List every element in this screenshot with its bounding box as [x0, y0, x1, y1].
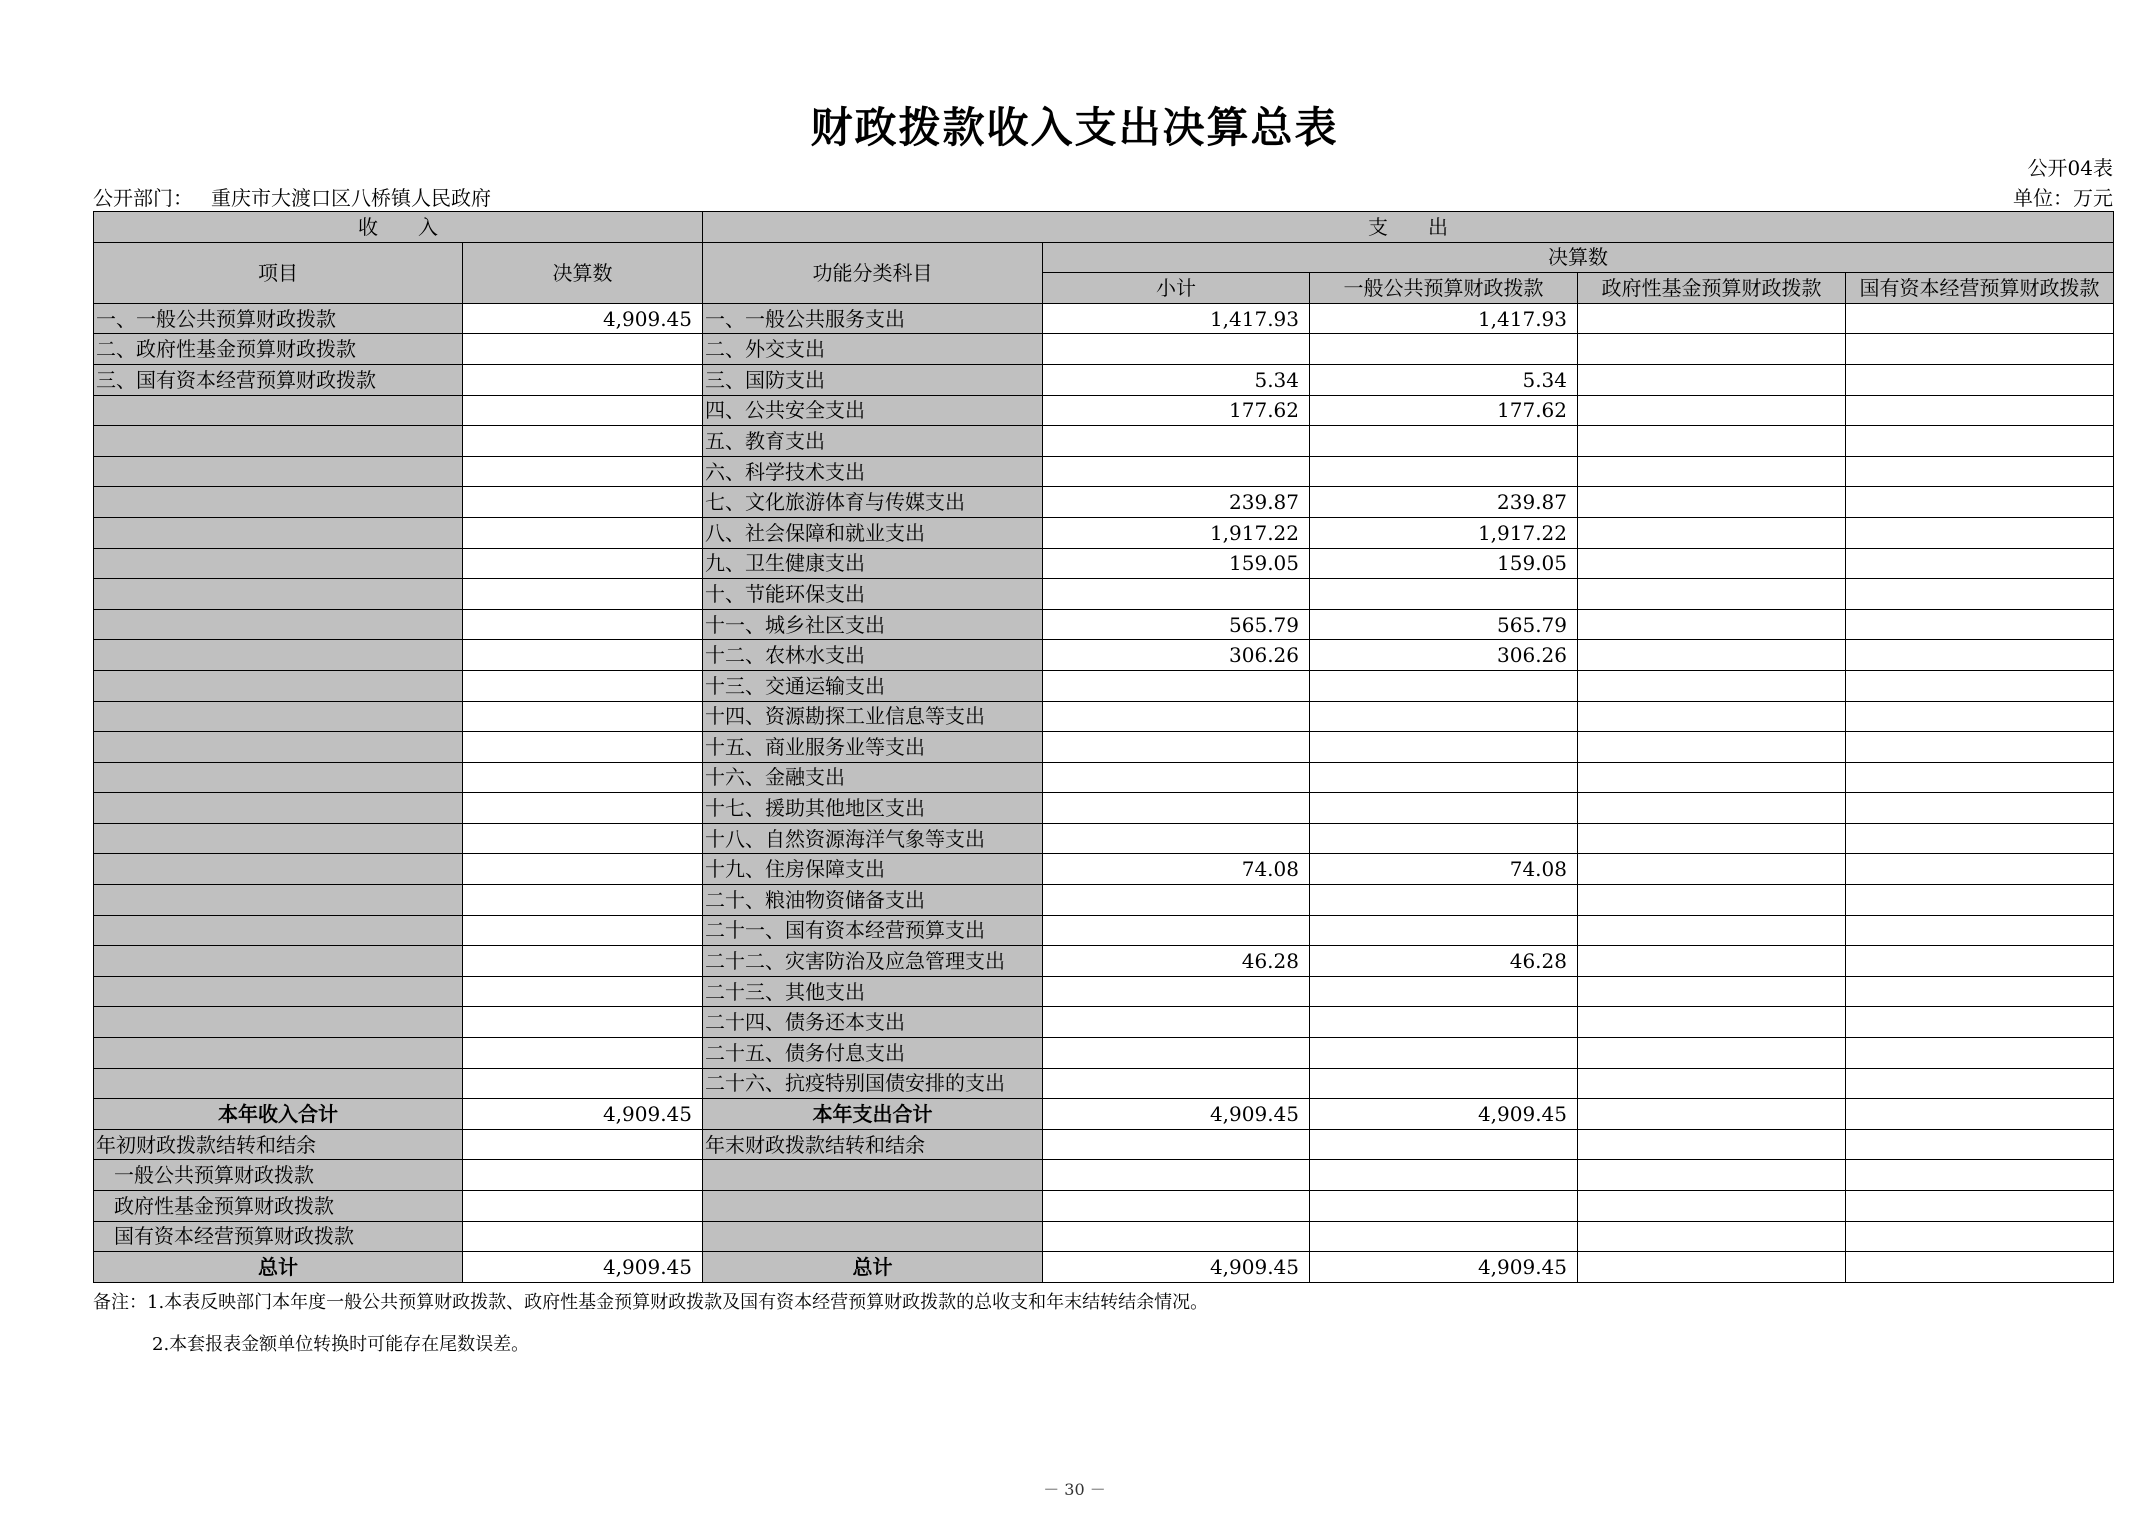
income-item	[94, 793, 463, 824]
department-line	[93, 182, 491, 211]
expense-item: 十七、援助其他地区支出	[703, 793, 1043, 824]
grand-total-row	[94, 1252, 2114, 1283]
gov-fund-amount	[1578, 609, 1846, 640]
state-capital-amount	[1846, 732, 2114, 763]
table-row	[94, 426, 2114, 457]
table-header	[94, 212, 2114, 304]
subtotal-amount: 239.87	[1043, 487, 1310, 518]
subtotal-amount: 5.34	[1043, 364, 1310, 395]
gov-fund-amount	[1578, 885, 1846, 916]
general-budget-amount	[1310, 456, 1578, 487]
expense-item: 二十一、国有资本经营预算支出	[703, 915, 1043, 946]
subtotal-amount	[1043, 793, 1310, 824]
page-title: 财政拨款收入支出决算总表	[810, 103, 1339, 152]
expense-item: 二十二、灾害防治及应急管理支出	[703, 946, 1043, 977]
table-cell	[463, 1221, 703, 1252]
gov-fund-amount	[1578, 640, 1846, 671]
state-capital-amount	[1846, 946, 2114, 977]
expense-item: 二、外交支出	[703, 334, 1043, 365]
table-row	[94, 487, 2114, 518]
gov-fund-amount	[1578, 364, 1846, 395]
general-budget-amount	[1310, 915, 1578, 946]
subtotal-amount	[1043, 823, 1310, 854]
income-item	[94, 1038, 463, 1069]
general-budget-amount: 177.62	[1310, 395, 1578, 426]
year-total-row	[94, 1099, 2114, 1130]
gov-fund-amount	[1578, 976, 1846, 1007]
table-cell	[1846, 1129, 2114, 1160]
expense-item: 十四、资源勘探工业信息等支出	[703, 701, 1043, 732]
state-capital-amount	[1846, 885, 2114, 916]
carryover-row	[94, 1129, 2114, 1160]
table-cell	[703, 1221, 1043, 1252]
income-amount	[463, 885, 703, 916]
grand-total-subtotal: 4,909.45	[1043, 1252, 1310, 1283]
income-amount	[463, 701, 703, 732]
state-capital-amount	[1846, 487, 2114, 518]
general-budget-amount	[1310, 670, 1578, 701]
income-amount	[463, 609, 703, 640]
subtotal-amount: 159.05	[1043, 548, 1310, 579]
gov-fund-amount	[1578, 854, 1846, 885]
department-name: 重庆市大渡口区八桥镇人民政府	[211, 186, 491, 210]
income-amount	[463, 548, 703, 579]
general-budget-amount: 1,417.93	[1310, 303, 1578, 334]
subtotal-amount: 74.08	[1043, 854, 1310, 885]
state-capital-amount	[1846, 517, 2114, 548]
income-item	[94, 517, 463, 548]
table-cell	[1043, 1191, 1310, 1222]
table-row	[94, 946, 2114, 977]
table-row	[94, 548, 2114, 579]
income-item	[94, 395, 463, 426]
expense-item: 一、一般公共服务支出	[703, 303, 1043, 334]
expense-item: 二十、粮油物资储备支出	[703, 885, 1043, 916]
state-capital-amount	[1846, 609, 2114, 640]
income-amount	[463, 426, 703, 457]
state-capital-amount	[1846, 1038, 2114, 1069]
table-body	[94, 303, 2114, 1098]
general-budget-amount	[1310, 762, 1578, 793]
table-code: 公开04表	[2027, 156, 2113, 180]
expense-item: 十三、交通运输支出	[703, 670, 1043, 701]
general-budget-amount	[1310, 1007, 1578, 1038]
state-capital-amount	[1846, 762, 2114, 793]
table-cell	[1578, 1221, 1846, 1252]
expense-item: 六、科学技术支出	[703, 456, 1043, 487]
income-amount	[463, 670, 703, 701]
table-cell	[1043, 1221, 1310, 1252]
budget-table	[93, 211, 2114, 1283]
expense-item: 十、节能环保支出	[703, 579, 1043, 610]
state-capital-amount	[1846, 823, 2114, 854]
subtotal-amount: 1,917.22	[1043, 517, 1310, 548]
table-row	[94, 395, 2114, 426]
table-row	[94, 854, 2114, 885]
year-expense-total-state-capital	[1846, 1099, 2114, 1130]
beginning-carryover-amount	[463, 1129, 703, 1160]
general-budget-amount	[1310, 701, 1578, 732]
state-capital-amount	[1846, 854, 2114, 885]
state-capital-amount	[1846, 670, 2114, 701]
state-capital-amount	[1846, 548, 2114, 579]
gov-fund-amount	[1578, 334, 1846, 365]
general-budget-amount: 5.34	[1310, 364, 1578, 395]
general-budget-amount	[1310, 732, 1578, 763]
grand-total-income-amount: 4,909.45	[463, 1252, 703, 1283]
carryover-sub-row	[94, 1191, 2114, 1222]
income-item	[94, 976, 463, 1007]
gov-fund-amount	[1578, 303, 1846, 334]
subtotal-amount	[1043, 732, 1310, 763]
subtotal-amount	[1043, 701, 1310, 732]
grand-total-gov-fund	[1578, 1252, 1846, 1283]
general-budget-amount	[1310, 885, 1578, 916]
subtotal-amount: 1,417.93	[1043, 303, 1310, 334]
income-amount	[463, 1038, 703, 1069]
state-capital-amount	[1846, 426, 2114, 457]
income-amount	[463, 762, 703, 793]
income-item	[94, 732, 463, 763]
state-capital-amount	[1846, 976, 2114, 1007]
expense-item: 五、教育支出	[703, 426, 1043, 457]
carryover-sub-row	[94, 1221, 2114, 1252]
income-item	[94, 426, 463, 457]
income-amount	[463, 579, 703, 610]
state-capital-amount	[1846, 1068, 2114, 1099]
subtotal-amount	[1043, 579, 1310, 610]
general-budget-amount	[1310, 579, 1578, 610]
general-budget-amount: 565.79	[1310, 609, 1578, 640]
general-budget-amount	[1310, 976, 1578, 1007]
carryover-sub-row	[94, 1160, 2114, 1191]
unit-label: 单位：万元	[2013, 186, 2113, 210]
table-row	[94, 1007, 2114, 1038]
income-amount	[463, 823, 703, 854]
table-cell	[703, 1160, 1043, 1191]
income-amount	[463, 976, 703, 1007]
income-amount	[463, 732, 703, 763]
income-item	[94, 701, 463, 732]
subtotal-amount	[1043, 426, 1310, 457]
expense-item: 四、公共安全支出	[703, 395, 1043, 426]
gov-fund-amount	[1578, 732, 1846, 763]
income-item	[94, 823, 463, 854]
income-amount	[463, 946, 703, 977]
subtotal-header: 小计	[1043, 273, 1310, 304]
subtotal-amount: 306.26	[1043, 640, 1310, 671]
gov-fund-amount	[1578, 395, 1846, 426]
expense-item: 三、国防支出	[703, 364, 1043, 395]
gov-fund-amount	[1578, 915, 1846, 946]
subtotal-amount	[1043, 1038, 1310, 1069]
state-capital-amount	[1846, 701, 2114, 732]
expense-item: 八、社会保障和就业支出	[703, 517, 1043, 548]
income-amount	[463, 793, 703, 824]
subtotal-amount	[1043, 670, 1310, 701]
state-capital-amount	[1846, 1007, 2114, 1038]
expense-item: 十一、城乡社区支出	[703, 609, 1043, 640]
amount-header: 决算数	[463, 242, 703, 303]
note-1: 备注：1.本表反映部门本年度一般公共预算财政拨款、政府性基金预算财政拨款及国有资本经营预算财政拨款的总收支和年末结转结余情况。	[93, 1292, 1209, 1313]
subtotal-amount: 46.28	[1043, 946, 1310, 977]
subtotal-amount	[1043, 1007, 1310, 1038]
subtotal-amount	[1043, 1068, 1310, 1099]
table-cell	[1846, 1160, 2114, 1191]
income-amount	[463, 1068, 703, 1099]
year-expense-total-gov-fund	[1578, 1099, 1846, 1130]
grand-total-expense-label: 总计	[703, 1252, 1043, 1283]
expense-header: 支 出	[703, 212, 2114, 243]
table-row	[94, 1068, 2114, 1099]
income-item	[94, 609, 463, 640]
page-number: － 30 －	[1043, 1480, 1106, 1499]
subtotal-amount: 565.79	[1043, 609, 1310, 640]
general-budget-amount: 74.08	[1310, 854, 1578, 885]
table-cell	[1043, 1160, 1310, 1191]
expense-item: 七、文化旅游体育与传媒支出	[703, 487, 1043, 518]
gov-fund-amount	[1578, 487, 1846, 518]
table-row	[94, 334, 2114, 365]
table-cell	[703, 1191, 1043, 1222]
year-expense-total-subtotal: 4,909.45	[1043, 1099, 1310, 1130]
subtotal-amount	[1043, 762, 1310, 793]
year-expense-total-label: 本年支出合计	[703, 1099, 1043, 1130]
income-amount	[463, 487, 703, 518]
carryover-sub-item: 一般公共预算财政拨款	[94, 1160, 463, 1191]
subtotal-amount	[1043, 456, 1310, 487]
expense-item: 十五、商业服务业等支出	[703, 732, 1043, 763]
general-budget-amount: 239.87	[1310, 487, 1578, 518]
income-header: 收 入	[94, 212, 703, 243]
state-capital-amount	[1846, 640, 2114, 671]
table-cell	[1310, 1129, 1578, 1160]
gov-fund-amount	[1578, 823, 1846, 854]
item-header: 项目	[94, 242, 463, 303]
income-item	[94, 885, 463, 916]
income-item	[94, 487, 463, 518]
state-capital-amount	[1846, 364, 2114, 395]
year-income-total-amount: 4,909.45	[463, 1099, 703, 1130]
gov-fund-amount	[1578, 762, 1846, 793]
general-budget-amount	[1310, 793, 1578, 824]
expense-item: 二十六、抗疫特别国债安排的支出	[703, 1068, 1043, 1099]
subtotal-amount	[1043, 915, 1310, 946]
income-amount	[463, 915, 703, 946]
gov-fund-amount	[1578, 456, 1846, 487]
table-cell	[1310, 1191, 1578, 1222]
table-cell	[1578, 1160, 1846, 1191]
table-row	[94, 885, 2114, 916]
table-cell	[1578, 1191, 1846, 1222]
income-amount	[463, 364, 703, 395]
gov-fund-amount	[1578, 1068, 1846, 1099]
table-row	[94, 701, 2114, 732]
ending-carryover-label: 年末财政拨款结转和结余	[703, 1129, 1043, 1160]
income-item	[94, 1068, 463, 1099]
table-row	[94, 762, 2114, 793]
income-item	[94, 640, 463, 671]
table-cell	[1578, 1129, 1846, 1160]
table-cell	[1310, 1160, 1578, 1191]
gov-fund-amount	[1578, 426, 1846, 457]
income-amount	[463, 517, 703, 548]
income-item	[94, 915, 463, 946]
expense-item: 十九、住房保障支出	[703, 854, 1043, 885]
general-budget-amount	[1310, 823, 1578, 854]
gov-fund-amount	[1578, 517, 1846, 548]
subtotal-amount: 177.62	[1043, 395, 1310, 426]
general-budget-amount: 1,917.22	[1310, 517, 1578, 548]
income-amount	[463, 854, 703, 885]
table-cell	[1846, 1191, 2114, 1222]
income-amount	[463, 395, 703, 426]
expense-item: 九、卫生健康支出	[703, 548, 1043, 579]
table-row	[94, 823, 2114, 854]
state-capital-amount	[1846, 303, 2114, 334]
income-item	[94, 456, 463, 487]
table-row	[94, 609, 2114, 640]
gov-fund-header: 政府性基金预算财政拨款	[1578, 273, 1846, 304]
table-row	[94, 579, 2114, 610]
general-budget-header: 一般公共预算财政拨款	[1310, 273, 1578, 304]
table-cell	[463, 1160, 703, 1191]
state-capital-amount	[1846, 456, 2114, 487]
income-item	[94, 946, 463, 977]
beginning-carryover-label: 年初财政拨款结转和结余	[94, 1129, 463, 1160]
income-amount	[463, 640, 703, 671]
final-amount-header: 决算数	[1043, 242, 2114, 273]
general-budget-amount	[1310, 1068, 1578, 1099]
general-budget-amount: 159.05	[1310, 548, 1578, 579]
carryover-sub-item: 政府性基金预算财政拨款	[94, 1191, 463, 1222]
subtotal-amount	[1043, 334, 1310, 365]
table-row	[94, 640, 2114, 671]
state-capital-amount	[1846, 334, 2114, 365]
income-item: 二、政府性基金预算财政拨款	[94, 334, 463, 365]
function-category-header: 功能分类科目	[703, 242, 1043, 303]
subtotal-amount	[1043, 976, 1310, 1007]
expense-item: 二十五、债务付息支出	[703, 1038, 1043, 1069]
table-row	[94, 915, 2114, 946]
table-row	[94, 364, 2114, 395]
income-item	[94, 1007, 463, 1038]
table-footer	[94, 1099, 2114, 1283]
expense-item: 十二、农林水支出	[703, 640, 1043, 671]
table-row	[94, 517, 2114, 548]
income-amount	[463, 1007, 703, 1038]
income-item	[94, 670, 463, 701]
table-row	[94, 732, 2114, 763]
expense-item: 十八、自然资源海洋气象等支出	[703, 823, 1043, 854]
income-amount	[463, 334, 703, 365]
expense-item: 十六、金融支出	[703, 762, 1043, 793]
table-row	[94, 303, 2114, 334]
general-budget-amount	[1310, 426, 1578, 457]
income-item	[94, 762, 463, 793]
grand-total-income-label: 总计	[94, 1252, 463, 1283]
table-cell	[1043, 1129, 1310, 1160]
general-budget-amount	[1310, 1038, 1578, 1069]
gov-fund-amount	[1578, 548, 1846, 579]
subtotal-amount	[1043, 885, 1310, 916]
income-item	[94, 854, 463, 885]
income-item: 三、国有资本经营预算财政拨款	[94, 364, 463, 395]
table-row	[94, 1038, 2114, 1069]
income-amount	[463, 456, 703, 487]
gov-fund-amount	[1578, 793, 1846, 824]
year-income-total-label: 本年收入合计	[94, 1099, 463, 1130]
carryover-sub-item: 国有资本经营预算财政拨款	[94, 1221, 463, 1252]
department-label: 公开部门：	[93, 186, 193, 210]
table-row	[94, 793, 2114, 824]
general-budget-amount: 306.26	[1310, 640, 1578, 671]
table-row	[94, 976, 2114, 1007]
table-cell	[1310, 1221, 1578, 1252]
table-cell	[1846, 1221, 2114, 1252]
note-2: 2.本套报表金额单位转换时可能存在尾数误差。	[152, 1334, 530, 1355]
gov-fund-amount	[1578, 701, 1846, 732]
expense-item: 二十四、债务还本支出	[703, 1007, 1043, 1038]
state-capital-amount	[1846, 395, 2114, 426]
state-capital-amount	[1846, 793, 2114, 824]
gov-fund-amount	[1578, 579, 1846, 610]
gov-fund-amount	[1578, 1038, 1846, 1069]
gov-fund-amount	[1578, 946, 1846, 977]
grand-total-general: 4,909.45	[1310, 1252, 1578, 1283]
income-amount: 4,909.45	[463, 303, 703, 334]
income-item	[94, 548, 463, 579]
general-budget-amount: 46.28	[1310, 946, 1578, 977]
expense-item: 二十三、其他支出	[703, 976, 1043, 1007]
table-cell	[463, 1191, 703, 1222]
income-item	[94, 579, 463, 610]
state-capital-header: 国有资本经营预算财政拨款	[1846, 273, 2114, 304]
general-budget-amount	[1310, 334, 1578, 365]
year-expense-total-general: 4,909.45	[1310, 1099, 1578, 1130]
gov-fund-amount	[1578, 670, 1846, 701]
table-row	[94, 456, 2114, 487]
table-row	[94, 670, 2114, 701]
state-capital-amount	[1846, 915, 2114, 946]
grand-total-state-capital	[1846, 1252, 2114, 1283]
state-capital-amount	[1846, 579, 2114, 610]
gov-fund-amount	[1578, 1007, 1846, 1038]
income-item: 一、一般公共预算财政拨款	[94, 303, 463, 334]
